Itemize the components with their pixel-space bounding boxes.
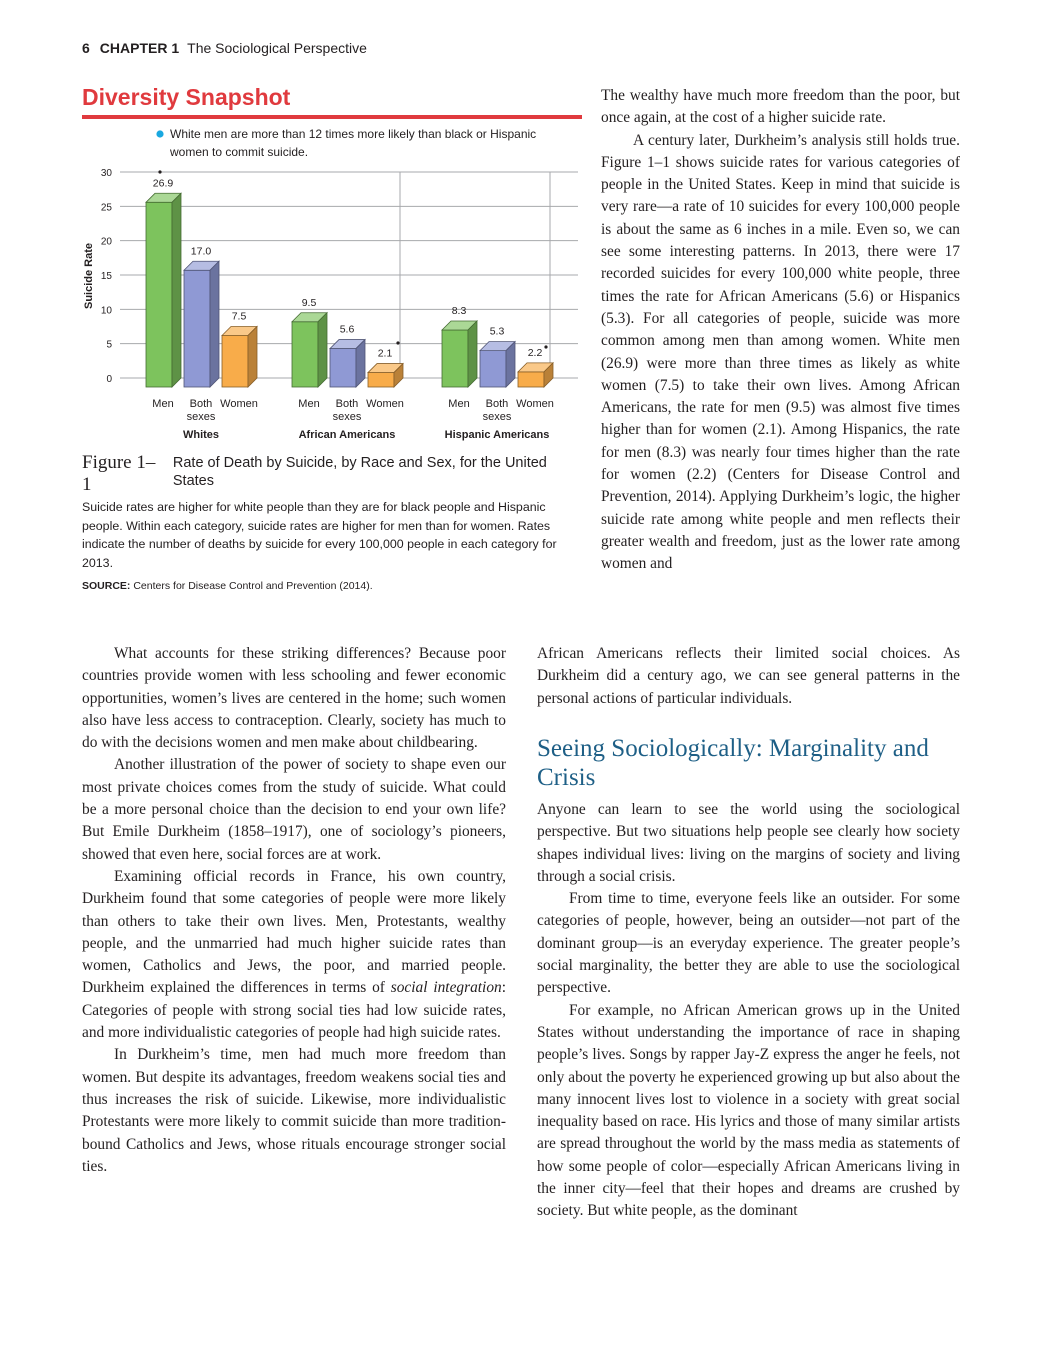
bar-category-label: sexes <box>482 411 512 423</box>
figure-title: Rate of Death by Suicide, by Race and Sex, for the United States <box>172 455 547 489</box>
section-heading: Seeing Sociologically: Marginality and Crisis <box>537 735 929 791</box>
bar-value-label: 2.1 <box>377 347 393 360</box>
y-tick-label: 10 <box>100 305 112 317</box>
paragraph: A century later, Durkheim’s analysis still holds true. Figure 1–1 shows suicide rates for various categories of people in the United States. Keep in mind that suicide is very rare—a rate of 10 suicides for every 100,000 people is about the same as 6 inches in a mile. Even so, we can see some interesting patterns. In 2013, there were 17 recorded suicides for every 100,000 white people, three times the rate for African Americans (5.6) or Hispanics (5.3). For all categories of people, suicide was more common among men than among women. White men (26.9) were more than three times as likely as white women (7.5) to take their own lives. Among African Americans, the rate for men (9.5) was almost five times higher than for women (2.1). Among Hispanics, the rate for men (8.3) was nearly four times higher than the rate for women (2.2) (Centers for Disease Control and Prevention, 2014). Applying Durkheim’s logic, the higher suicide rate among white people and men reflects their greater wealth and freedom, just as the lower rate among women and <box>601 131 960 573</box>
bar-category-label: Women <box>366 398 404 410</box>
figure-label: Figure 1–1 <box>82 452 156 495</box>
bar-category-label: Women <box>220 398 258 410</box>
bar-value-label: 9.5 <box>301 296 317 309</box>
bar-whites-men <box>146 202 172 387</box>
y-axis-label: Suicide Rate <box>83 242 95 310</box>
y-tick-label: 0 <box>106 374 112 385</box>
bar-value-label: 5.6 <box>339 323 355 336</box>
bar-african-americans-women <box>368 373 394 387</box>
y-tick-label: 15 <box>100 271 112 282</box>
paragraph-text: Examining official records in France, his own country, Durkheim found that some categories of people were more likely than others to take their own lives. Men, Protestants, wealthy people, and the unmarried had much higher suicide rates than women, Catholics and Jews, the poor, and married people. Durkheim explained the differences in terms of <box>82 867 506 997</box>
figure-caption <box>82 452 582 496</box>
bar-value-label: 26.9 <box>152 177 174 190</box>
bar-category-label: Women <box>516 398 554 410</box>
group-label: Hispanic Americans <box>444 429 550 441</box>
paragraph: The wealthy have much more freedom than the poor, but once again, at the cost of a higher suicide rate. <box>601 87 960 127</box>
annotation-text: White men are more than 12 times more likely than black or Hispanic <box>170 127 537 141</box>
figure-description: Suicide rates are higher for white people than they are for black people and Hispanic people. Within each category, suicide rates are higher for men than for women. Rates indicate the number of deaths by suicide for every 100,000 people in each category for 2013. <box>82 500 557 570</box>
bar-side-face <box>172 193 181 387</box>
figure-source <box>82 580 373 592</box>
bar-african-americans-both-sexes <box>330 349 356 387</box>
leader-dot <box>544 345 547 348</box>
paragraph <box>82 866 506 1044</box>
bar-category-label: Both <box>189 398 213 410</box>
bar-hispanic-americans-both-sexes <box>480 351 506 387</box>
paragraph: Anyone can learn to see the world using the sociological perspective. But two situations help people see clearly how society shapes individual lives: living on the margins of society and living through a social crisis. <box>537 801 960 885</box>
bar-category-label: Both <box>335 398 359 410</box>
diversity-snapshot-title: Diversity Snapshot <box>82 84 291 110</box>
bar-hispanic-americans-men <box>442 330 468 387</box>
running-header <box>82 40 367 56</box>
bar-category-label: Men <box>448 398 470 410</box>
bar-value-label: 17.0 <box>190 245 212 258</box>
y-tick-label: 30 <box>100 168 112 179</box>
paragraph: In Durkheim’s time, men had much more freedom than women. But despite its advantages, freedom weakens social ties and thus increases the risk of suicide. Likewise, more individualistic Protestants were more likely to commit suicide than more tradition-bound Catholics and Jews, whose rituals encourage stronger social ties. <box>82 1046 506 1175</box>
bar-whites-both-sexes <box>184 270 210 387</box>
bar-category-label: Both <box>485 398 509 410</box>
chapter-title: The Sociological Perspective <box>187 40 367 56</box>
bar-side-face <box>468 321 477 387</box>
bar-hispanic-americans-women <box>518 372 544 387</box>
paragraph: From time to time, everyone feels like an outsider. For some categories of people, however, being an outsider—not part of the dominant group—is an everyday experience. The greater people’s social marginality, the better they are able to use the sociological perspective. <box>537 890 960 997</box>
paragraph: African Americans reflects their limited social choices. As Durkheim did a century ago, we can see general patterns in the personal actions of particular individuals. <box>537 645 960 707</box>
group-label: Whites <box>182 429 220 441</box>
page-number: 6 <box>82 40 90 56</box>
leader-dot <box>396 341 399 344</box>
bar-category-label: Men <box>152 398 174 410</box>
bar-side-face <box>356 340 365 387</box>
left-column <box>82 643 506 1178</box>
title-rule <box>82 115 582 119</box>
bar-side-face <box>318 313 327 387</box>
right-column-continuation <box>537 643 960 710</box>
bar-value-label: 7.5 <box>231 310 247 323</box>
source-label: SOURCE: <box>82 580 131 592</box>
bar-category-label: sexes <box>332 411 362 423</box>
annotation-text: women to commit suicide. <box>170 145 309 159</box>
paragraph-text: : Categories of people with strong social ties had low suicide rates, and more individualistic categories of people had high suicide rates. <box>82 979 507 1042</box>
right-column-top <box>601 85 960 576</box>
chapter-label: CHAPTER 1 <box>99 40 180 56</box>
bar-category-label: Men <box>298 398 320 410</box>
paragraph: For example, no African American grows up in the United States without understanding the importance of race in shaping people’s lives. Songs by rapper Jay-Z express the anger he feels, not only about the poverty he experienced growing up but also about the many innocent lives lost to violence in a society with great social inequality based on race. His lyrics and those of many similar artists are spread throughout the world by the mass media as statements of how some people of color—especially African Americans living in the inner city—feel that their hopes and dreams are crushed by society. But white people, as the dominant <box>537 1001 960 1220</box>
key-term: social integration <box>390 979 502 997</box>
annotation-bullet <box>156 130 163 137</box>
paragraph: What accounts for these striking differences? Because poor countries provide women with less schooling and fewer economic opportunities, women’s lives are centered in the home; such women also have less access to contraception. Clearly, society has much to do with the decisions women and men make about childbearing. <box>82 645 506 752</box>
y-tick-label: 5 <box>106 339 112 351</box>
suicide-rate-bar-chart <box>78 122 578 448</box>
bar-category-label: sexes <box>186 411 216 423</box>
right-column-body <box>537 799 960 1223</box>
bar-side-face <box>210 261 219 387</box>
leader-dot <box>158 170 161 173</box>
y-tick-label: 20 <box>100 236 112 248</box>
bar-value-label: 8.3 <box>451 305 467 318</box>
bar-african-americans-men <box>292 322 318 387</box>
bar-whites-women <box>222 336 248 388</box>
paragraph: Another illustration of the power of society to shape even our most private choices comes from the study of suicide. What could be a more personal choice than the decision to end your own life? But Emile Durkheim (1858–1917), one of sociology’s pioneers, showed that even here, social forces are at work. <box>82 756 506 863</box>
y-tick-label: 25 <box>100 202 112 214</box>
bar-side-face <box>248 327 257 388</box>
bar-value-label: 5.3 <box>489 325 505 338</box>
group-label: African Americans <box>298 429 396 441</box>
source-text: Centers for Disease Control and Prevention (2014). <box>133 580 373 592</box>
bar-value-label: 2.2 <box>527 346 543 359</box>
